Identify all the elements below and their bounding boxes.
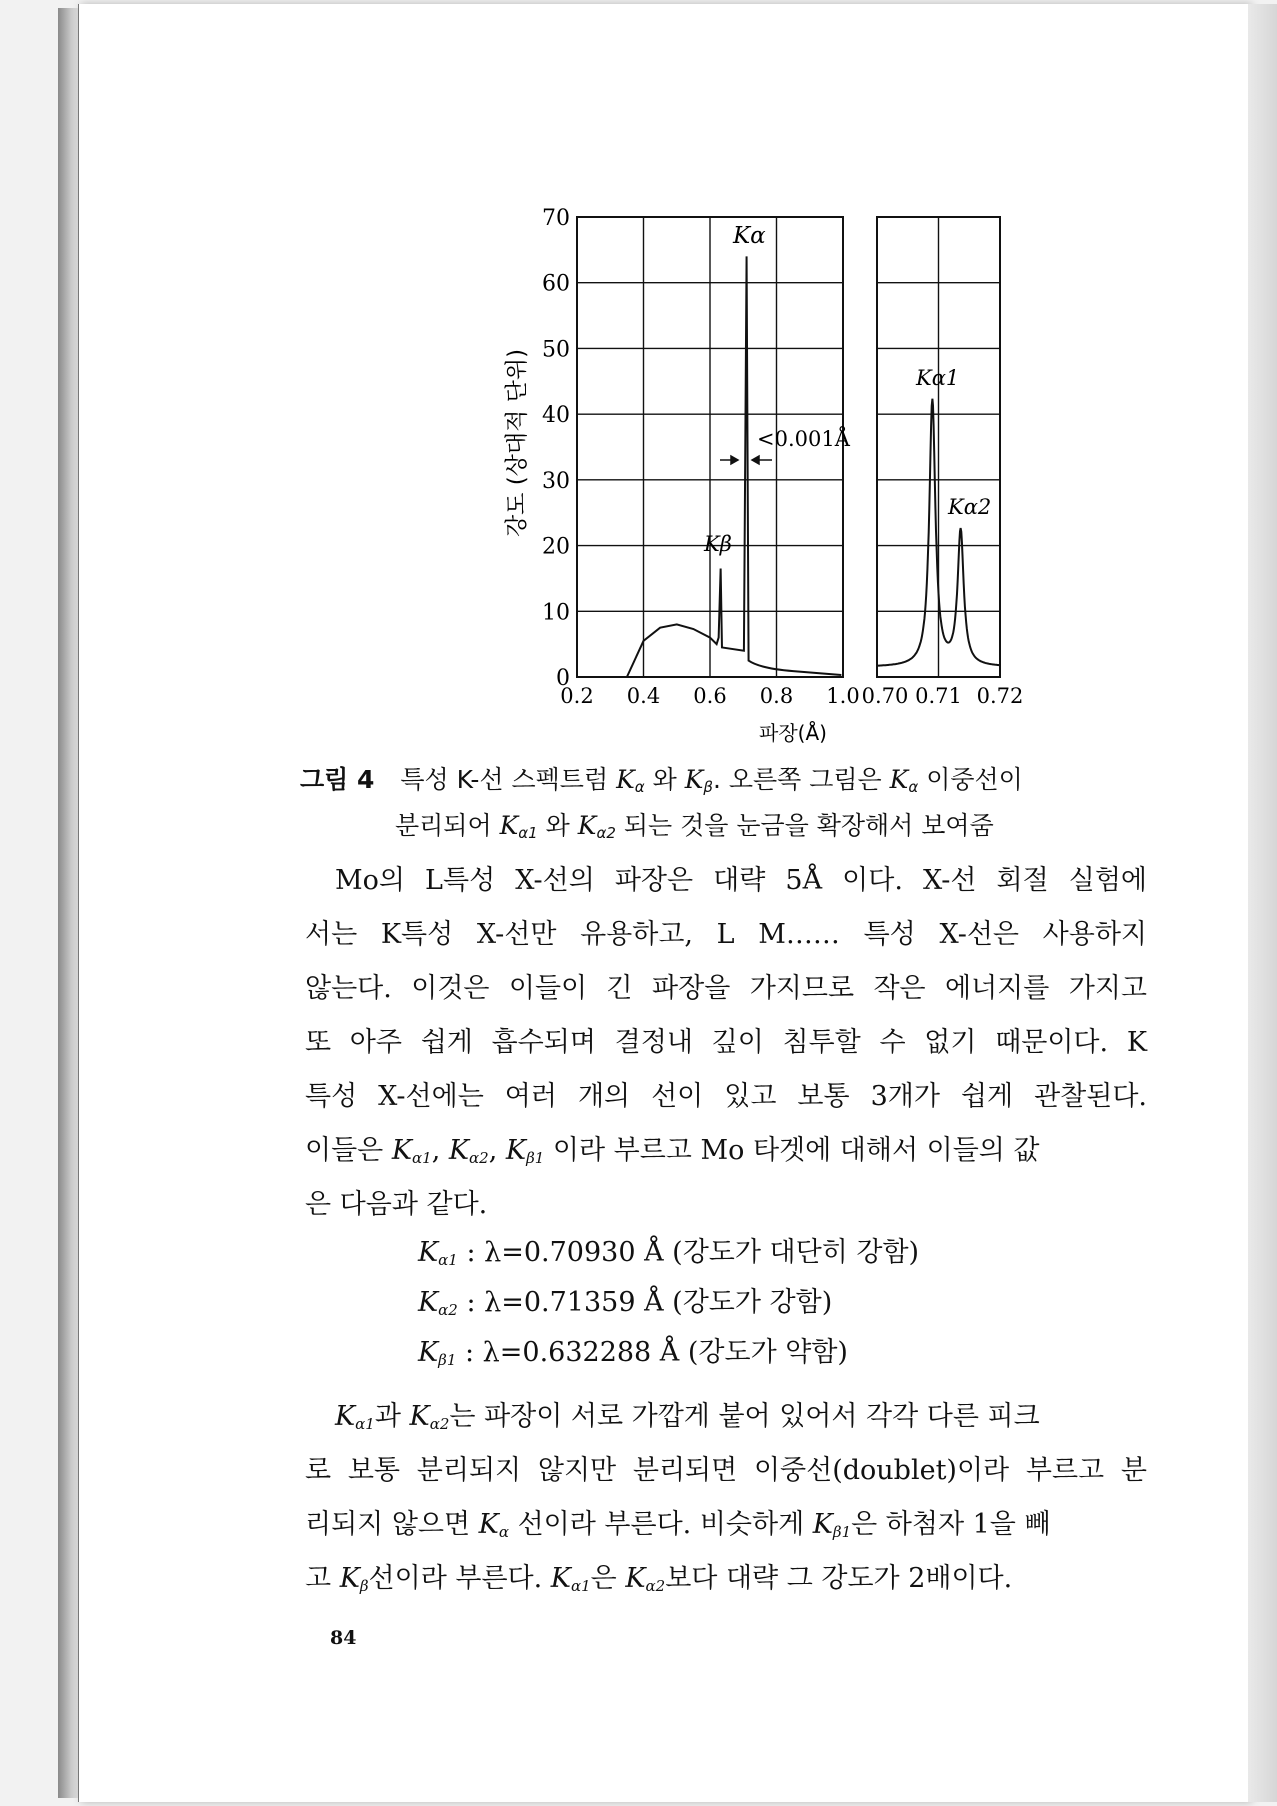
x-tick-label: 0.70 <box>861 684 909 708</box>
body-line: 은 다음과 같다. <box>305 1189 488 1220</box>
p2-text: 선이라 부른다. 비슷하게 <box>517 1509 805 1540</box>
body-sub: β1 <box>526 1149 545 1167</box>
caption-text: 와 <box>545 811 570 840</box>
caption-text: 와 <box>652 765 677 794</box>
p2-text: 은 하첨자 1을 빼 <box>851 1509 1051 1540</box>
caption-sub: α2 <box>596 824 616 842</box>
body-line: 또 아주 쉽게 흡수되며 결정내 깊이 침투할 수 없기 때문이다. K <box>305 1027 1147 1058</box>
p2-k: K <box>478 1509 499 1540</box>
para2-line <box>305 1552 1147 1613</box>
p2-text: 는 파장이 서로 가깝게 붙어 있어서 각각 다른 피크 <box>449 1401 1040 1432</box>
y-tick-label: 40 <box>542 403 570 429</box>
equation-ka1 <box>418 1230 919 1269</box>
caption-text: 분리되어 <box>395 811 492 840</box>
p2-k: K <box>550 1563 571 1594</box>
eq-sub: α2 <box>438 1301 458 1319</box>
x-axis-label: 파장(Å) <box>759 721 827 745</box>
caption-text: 되는 것을 눈금을 확장해서 보여줌 <box>623 811 994 840</box>
body-text: 이라 부르고 Mo 타겟에 대해서 이들의 값 <box>552 1135 1040 1166</box>
para2-line: 로 보통 분리되지 않지만 분리되면 이중선(doublet)이라 부르고 분 <box>305 1455 1147 1486</box>
p2-k: K <box>812 1509 833 1540</box>
figure-caption-line2 <box>395 806 994 842</box>
caption-k: K <box>616 765 635 794</box>
caption-sub: β <box>703 778 713 796</box>
page-number: 84 <box>330 1627 357 1649</box>
p2-text: 과 <box>374 1401 401 1432</box>
p2-k: K <box>409 1401 430 1432</box>
caption-text: 특성 K-선 스펙트럼 <box>400 765 609 794</box>
y-tick-label: 20 <box>542 534 570 560</box>
equation-ka2 <box>418 1280 832 1319</box>
p2-sub: α <box>498 1523 509 1541</box>
caption-sub: α <box>908 778 919 796</box>
para2-line <box>305 1498 1147 1559</box>
y-tick-labels <box>542 206 570 691</box>
y-tick-label: 50 <box>542 337 570 363</box>
eq-text: : λ=0.70930 Å (강도가 대단히 강함) <box>466 1237 920 1268</box>
eq-k: K <box>418 1237 439 1268</box>
caption-sub: α1 <box>518 824 538 842</box>
body-k: K <box>448 1135 470 1166</box>
x-tick-label: 0.71 <box>915 684 962 708</box>
figure-caption-line1 <box>300 760 1023 796</box>
eq-text: : λ=0.71359 Å (강도가 강함) <box>466 1287 833 1318</box>
y-axis-label: 강도 (상대적 단위) <box>504 348 530 538</box>
x-tick-label: 0.72 <box>976 684 1024 708</box>
body-line: 특성 X-선에는 여러 개의 선이 있고 보통 3개가 쉽게 관찰된다. <box>305 1081 1147 1112</box>
x-tick-label: 0.6 <box>693 684 727 708</box>
p2-text: 선이라 부른다. <box>368 1563 543 1594</box>
p2-sub: β <box>359 1577 369 1595</box>
peak-label-ka1: Kα1 <box>916 366 960 390</box>
caption-k: K <box>889 765 909 794</box>
eq-k: K <box>418 1337 439 1368</box>
p2-k: K <box>339 1563 360 1594</box>
body-sub: α1 <box>412 1149 432 1167</box>
eq-sub: β1 <box>438 1351 457 1369</box>
p2-k: K <box>335 1401 356 1432</box>
caption-text: . 오른쪽 그림은 <box>712 765 882 794</box>
y-tick-label: 10 <box>542 600 570 626</box>
p2-sub: α2 <box>429 1415 450 1433</box>
left-x-tick-labels <box>560 684 859 708</box>
x-tick-label: 0.4 <box>626 684 661 708</box>
body-line: 서는 K특성 X-선만 유용하고, L M…… 특성 X-선은 사용하지 <box>305 919 1147 950</box>
peak-label-ka: Kα <box>733 223 766 249</box>
p2-k: K <box>625 1563 646 1594</box>
x-tick-label: 0.2 <box>560 684 594 708</box>
body-k: K <box>391 1135 413 1166</box>
peak-label-kb: Kβ <box>704 532 732 556</box>
p2-text: 리되지 않으면 <box>305 1509 471 1540</box>
resolution-annotation: <0.001Å <box>757 427 850 451</box>
body-line: Mo의 L특성 X-선의 파장은 대략 5Å 이다. X-선 회절 실험에 <box>335 865 1147 896</box>
eq-sub: α1 <box>438 1251 458 1269</box>
caption-k: K <box>577 811 597 840</box>
p2-text: 보다 대략 그 강도가 2배이다. <box>665 1563 1013 1594</box>
eq-k: K <box>418 1287 439 1318</box>
p2-sub: α1 <box>355 1415 375 1433</box>
para2-line <box>335 1390 1147 1451</box>
p2-sub: β1 <box>832 1523 852 1541</box>
x-tick-label: 1.0 <box>826 684 860 708</box>
figure-number: 그림 4 <box>300 765 375 794</box>
p2-text: 은 <box>590 1563 617 1594</box>
caption-k: K <box>499 811 519 840</box>
x-tick-label: 0.8 <box>759 684 794 708</box>
y-tick-label: 70 <box>542 206 570 231</box>
caption-text: 이중선이 <box>926 765 1023 794</box>
body-sub: α2 <box>469 1149 489 1167</box>
y-tick-label: 30 <box>542 468 570 494</box>
caption-sub: α <box>634 778 645 796</box>
right-panel-grid <box>877 217 1000 677</box>
body-line: 이들은 $K_{\alpha 1}$, $K_{\alpha 2}$, $K_{\beta 1}$ 이라 부르고 Mo 타겟에 대해서 이들의 값 <box>305 1135 1040 1167</box>
spectrum-figure <box>0 0 1277 760</box>
right-x-tick-labels <box>862 684 1024 708</box>
eq-text: : λ=0.632288 Å (강도가 약함) <box>464 1337 848 1368</box>
equation-kb1 <box>418 1330 848 1369</box>
y-tick-label: 0 <box>556 666 570 691</box>
peak-label-ka2: Kα2 <box>948 495 992 519</box>
p2-sub: α2 <box>645 1577 666 1595</box>
caption-k: K <box>684 765 704 794</box>
p2-text: 고 <box>305 1563 332 1594</box>
y-tick-label: 60 <box>542 271 570 297</box>
body-text: 이들은 <box>305 1135 384 1166</box>
body-k: K <box>505 1135 527 1166</box>
body-line: 않는다. 이것은 이들이 긴 파장을 가지므로 작은 에너지를 가지고 <box>305 973 1147 1004</box>
p2-sub: α1 <box>570 1577 591 1595</box>
left-spectrum-line <box>627 256 841 677</box>
